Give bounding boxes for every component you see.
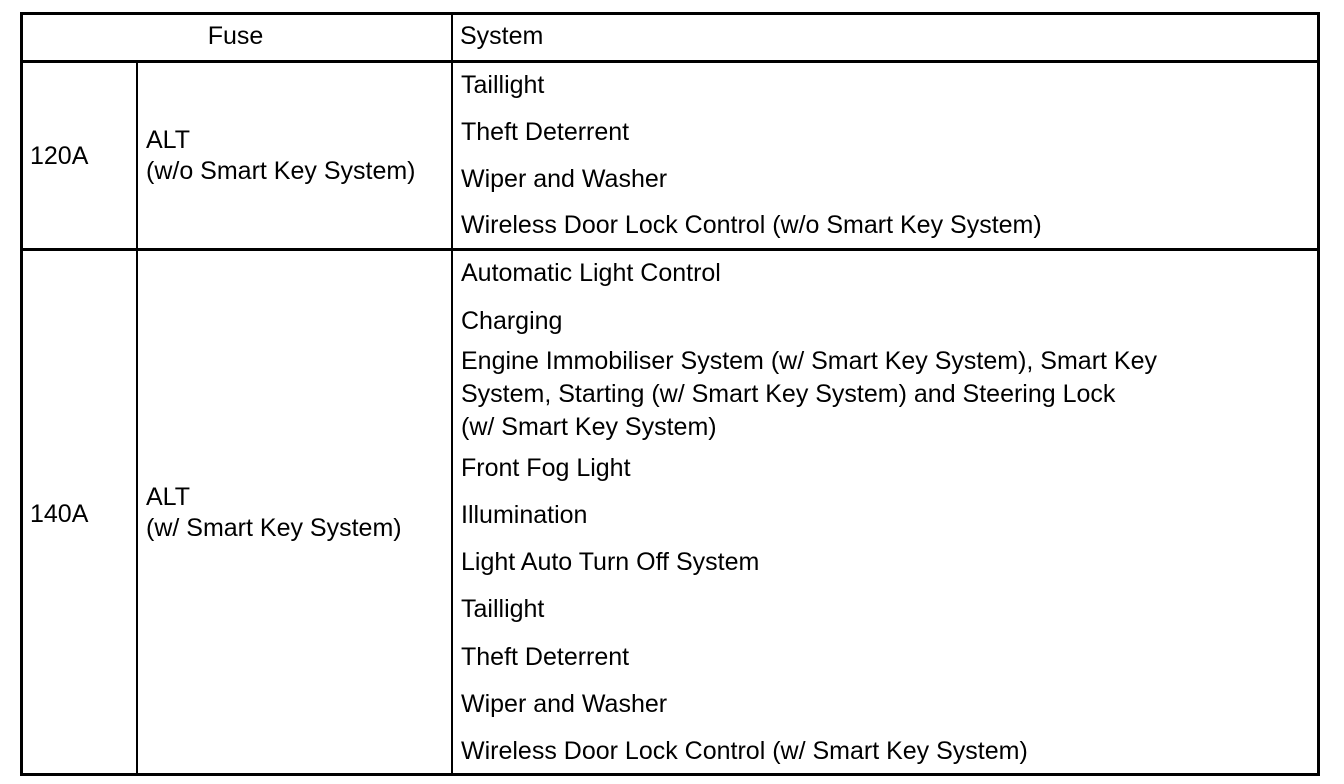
column-divider-fuse (136, 61, 138, 776)
fuse-amperage: 120A (30, 142, 89, 170)
system-item: Taillight (461, 595, 545, 623)
fuse-name: ALT (146, 483, 190, 511)
fuse-name-qualifier: (w/ Smart Key System) (146, 514, 402, 542)
system-item: Wireless Door Lock Control (w/ Smart Key System) (461, 737, 1028, 765)
column-divider-system (451, 12, 453, 776)
system-item-continued: (w/ Smart Key System) (461, 413, 717, 441)
system-item: Automatic Light Control (461, 259, 721, 287)
table-border-bottom (20, 773, 1320, 776)
table-border-right (1317, 12, 1320, 776)
system-item: Illumination (461, 501, 588, 529)
fuse-name-qualifier: (w/o Smart Key System) (146, 157, 416, 185)
system-item: Wiper and Washer (461, 165, 668, 193)
system-item: Taillight (461, 71, 545, 99)
fuse-amperage: 140A (30, 500, 89, 528)
row-divider (20, 248, 1320, 251)
system-item-continued: System, Starting (w/ Smart Key System) and Steering Lock (461, 380, 1116, 408)
system-item: Theft Deterrent (461, 643, 630, 671)
fuse-table (20, 12, 1320, 776)
system-item: Wireless Door Lock Control (w/o Smart Key System) (461, 211, 1042, 239)
system-item: Charging (461, 307, 563, 335)
system-item: Theft Deterrent (461, 118, 630, 146)
system-item: Front Fog Light (461, 454, 631, 482)
system-item: Engine Immobiliser System (w/ Smart Key System), Smart Key (461, 347, 1158, 375)
table-border-left (20, 12, 23, 776)
system-item: Light Auto Turn Off System (461, 548, 760, 576)
header-divider (20, 60, 1320, 63)
fuse-name: ALT (146, 126, 190, 154)
header-system: System (460, 22, 544, 50)
header-fuse: Fuse (207, 22, 264, 50)
table-border-top (20, 12, 1320, 15)
system-item: Wiper and Washer (461, 690, 668, 718)
